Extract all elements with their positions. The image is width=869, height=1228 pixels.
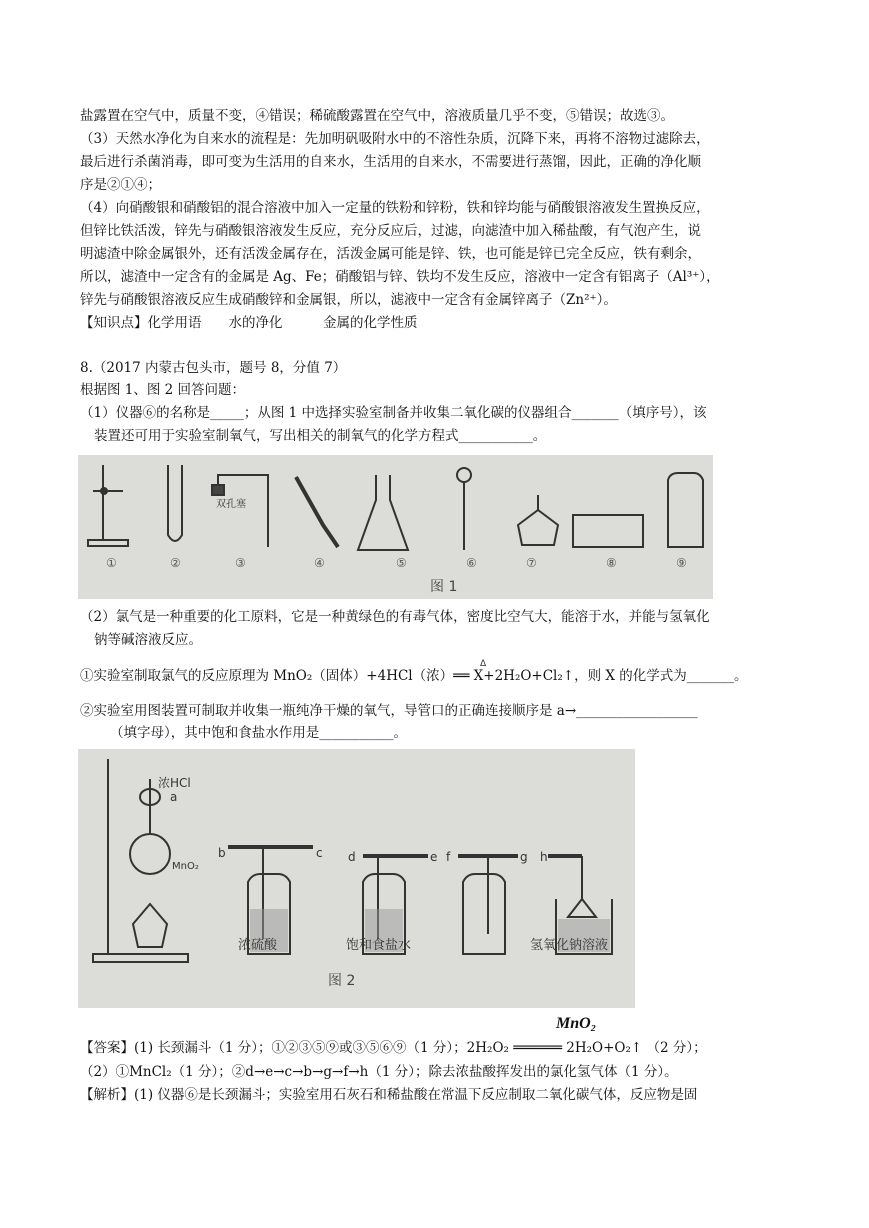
text-line: 所以，滤渣中一定含有的金属是 Ag、Fe；硝酸铝与锌、铁均不发生反应，溶液中一定含有铝离子（Al³⁺）， — [80, 269, 720, 285]
apparatus-number: ① — [106, 556, 117, 570]
catalyst-label: MnO₂ — [556, 1015, 597, 1032]
port-label: e — [430, 850, 438, 864]
mno2-label: MnO₂ — [172, 861, 199, 872]
bottle-label: 饱和食盐水 — [346, 938, 412, 953]
question-part-2-2: ②实验室用图装置可制取并收集一瓶纯净干燥的氧气，导管口的正确连接顺序是 a→__________________ — [80, 703, 698, 719]
question-part-1-cont: 装置还可用于实验室制氧气，写出相关的制氧气的化学方程式___________。 — [94, 428, 547, 444]
text-line: 最后进行杀菌消毒，即可变为生活用的自来水，生活用的自来水，不需要进行蒸馏，因此，正确的净化顺 — [80, 154, 701, 170]
question-part-2-2-cont: （填字母），其中饱和食盐水作用是___________。 — [110, 725, 407, 741]
port-label: c — [316, 846, 323, 860]
question-part-2-1: ①实验室制取氯气的反应原理为 MnO₂（固体）+4HCl（浓）══ X+2H₂O+Cl₂↑，则 X 的化学式为_______。 — [80, 668, 748, 684]
port-label: h — [540, 850, 548, 864]
top-label: 浓HCl — [158, 776, 191, 790]
analysis-line: 【解析】(1) 仪器⑥是长颈漏斗；实验室用石灰石和稀盐酸在常温下反应制取二氧化碳气体，反应物是固 — [80, 1087, 698, 1103]
figure-2 — [78, 749, 635, 1008]
question-part-2: （2）氯气是一种重要的化工原料，它是一种黄绿色的有毒气体，密度比空气大，能溶于水，并能与氢氧化 — [80, 609, 710, 625]
figure-1-caption: 图 1 — [430, 579, 458, 595]
figure-2-caption: 图 2 — [328, 973, 356, 989]
apparatus-number: ② — [170, 556, 181, 570]
text-line: 盐露置在空气中，质量不变，④错误；稀硫酸露置在空气中，溶液质量几乎不变，⑤错误；故选③。 — [80, 108, 674, 124]
bottle-label: 氢氧化钠溶液 — [530, 938, 609, 953]
apparatus-number: ⑨ — [676, 556, 687, 570]
port-label: b — [218, 846, 226, 860]
port-label: f — [446, 850, 451, 864]
apparatus-number: ⑧ — [606, 556, 617, 570]
text-line: （4）向硝酸银和硝酸铝的混合溶液中加入一定量的铁粉和锌粉，铁和锌均能与硝酸银溶液发生置换反应， — [80, 200, 710, 216]
answer-line: 【答案】(1) 长颈漏斗（1 分）；①②③⑤⑨或③⑤⑥⑨（1 分）；2H₂O₂ ══════ 2H₂O+O₂↑ （2 分）； — [80, 1040, 707, 1056]
apparatus-number: ③ — [235, 556, 246, 570]
question-part-1: （1）仪器⑥的名称是_____；从图 1 中选择实验室制备并收集二氧化碳的仪器组合_______（填序号），该 — [80, 405, 707, 421]
figure-2-apparatus-drawing — [78, 749, 635, 1008]
port-a-label: a — [170, 790, 178, 804]
knowledge-points: 【知识点】化学用语 水的净化 金属的化学性质 — [80, 315, 418, 331]
apparatus-number: ⑥ — [466, 556, 477, 570]
question-part-2-cont: 钠等碱溶液反应。 — [94, 632, 202, 648]
plug-label: 双孔塞 — [216, 499, 246, 510]
text-line: 锌先与硝酸银溶液反应生成硝酸锌和金属银，所以，滤液中一定含有金属锌离子（Zn²⁺）。 — [80, 292, 617, 308]
figure-1-apparatus-drawing — [78, 455, 713, 599]
text-line: 但锌比铁活泼，锌先与硝酸银溶液发生反应，充分反应后，过滤，向滤渣中加入稀盐酸，有气泡产生，说 — [80, 223, 701, 239]
port-label: g — [520, 850, 528, 864]
heat-mark: Δ — [480, 659, 487, 669]
bottle-label: 浓硫酸 — [238, 938, 278, 953]
question-heading: 8.（2017 内蒙古包头市，题号 8，分值 7） — [80, 360, 347, 376]
port-label: d — [348, 850, 356, 864]
apparatus-number: ⑤ — [396, 556, 407, 570]
text-line: 明滤渣中除金属银外，还有活泼金属存在，活泼金属可能是锌、铁，也可能是锌已完全反应，铁有剩余， — [80, 246, 701, 262]
apparatus-number: ⑦ — [526, 556, 537, 570]
text-line: （3）天然水净化为自来水的流程是：先加明矾吸附水中的不溶性杂质，沉降下来，再将不溶物过滤除去， — [80, 131, 710, 147]
answer-line: （2）①MnCl₂（1 分）；②d→e→c→b→g→f→h（1 分）；除去浓盐酸挥发出的氯化氢气体（1 分）。 — [80, 1064, 678, 1080]
question-intro: 根据图 1、图 2 回答问题： — [80, 382, 246, 398]
text-line: 序是②①④； — [80, 177, 161, 193]
figure-1 — [78, 455, 713, 599]
apparatus-number: ④ — [314, 556, 325, 570]
